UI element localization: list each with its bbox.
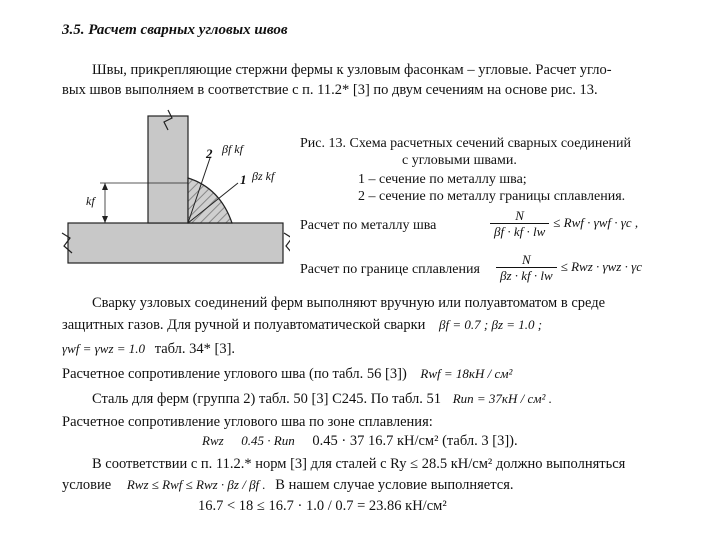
body-line-1: Сварку узловых соединений ферм выполняют вручную или полуавтоматом в среде [92,295,606,311]
vertical-member [148,116,188,223]
section-heading: 3.5. Расчет сварных угловых швов [62,22,288,38]
body-line-10: 16.7 < 18 ≤ 16.7 · 1.0 / 0.7 = 23.86 кН/см² [198,498,447,514]
body-line-5 [92,391,552,408]
body-line-4-formula: Rwf = 18кН / см² [420,366,513,381]
figure-item-1: 1 – сечение по металлу шва; [358,172,527,187]
body-line-4-text: Расчетное сопротивление углового шва (по табл. 56 [3]) [62,366,407,382]
label-section-2: 2 [206,146,213,161]
body-line-9-condition: Rwz ≤ Rwf ≤ Rwz · βz / βf . [126,477,266,492]
body-line-5-text: Сталь для ферм (группа 2) табл. 50 [3] С245. По табл. 51 [92,391,442,407]
calc-fusion-fraction [496,252,557,283]
body-line-2 [62,317,542,334]
kf-arrow-up [102,183,108,190]
body-line-2-formula: βf = 0.7 ; βz = 1.0 ; [439,317,543,332]
body-line-8: В соответствии с п. 11.2.* норм [3] для сталей с Ry ≤ 28.5 кН/см² должно выполняться [92,456,626,472]
body-line-7 [202,433,518,450]
kf-arrow-down [102,216,108,223]
calc-weld-label: Расчет по металлу шва [300,218,437,233]
body-line-7-product: 0.45 · Run [241,433,295,448]
calc-weld-rhs: ≤ Rwf · γwf · γc , [553,215,639,231]
calc-weld-denominator: βf · kf · lw [490,223,549,239]
body-line-2-text: защитных газов. Для ручной и полуавтоматической сварки [62,317,426,333]
label-kf: kf [86,194,95,208]
body-line-7-rwz: Rwz [202,433,224,448]
base-plate [68,223,283,263]
intro-line-2: вых швов выполняем в соответствие с п. 11.2* [3] по двум сечениям на основе рис. 13. [62,82,598,98]
label-section-1: 1 [240,172,247,187]
label-beta-f-kf: βf kf [222,142,243,156]
calc-fusion-label: Расчет по границе сплавления [300,262,480,277]
calc-fusion-numerator: N [522,252,531,267]
body-line-9-note: В нашем случае условие выполняется. [275,477,514,493]
label-beta-z-kf: βz kf [252,169,275,183]
calc-fusion-formula [496,252,642,283]
calc-fusion-rhs: ≤ Rwz · γwz · γc [560,259,643,275]
calc-weld-formula [490,208,638,239]
body-line-3 [62,341,235,358]
body-line-3-ref: табл. 34* [3]. [154,341,236,357]
break-mark-right [284,233,290,253]
calc-fusion-denominator: βz · kf · lw [496,267,557,283]
body-line-5-formula: Run = 37кН / см² . [452,391,552,406]
figure-caption-2: с угловыми швами. [402,153,517,168]
body-line-6: Расчетное сопротивление углового шва по зоне сплавления: [62,414,433,430]
body-line-3-formula: γwf = γwz = 1.0 [62,341,146,356]
body-line-7-result: 0.45 · 37 16.7 кН/см² (табл. 3 [3]). [312,433,518,449]
body-line-4 [62,366,512,383]
calc-weld-fraction [490,208,549,239]
figure-item-2: 2 – сечение по металлу границы сплавления. [358,189,626,204]
body-line-9 [62,477,514,494]
intro-line-1: Швы, прикрепляющие стержни фермы к узловым фасонкам – угловые. Расчет угло- [92,62,612,78]
calc-weld-numerator: N [515,208,524,223]
fillet-weld [188,178,232,223]
figure-caption-1: Рис. 13. Схема расчетных сечений сварных соединений [300,136,632,151]
body-line-9-text: условие [62,477,112,493]
